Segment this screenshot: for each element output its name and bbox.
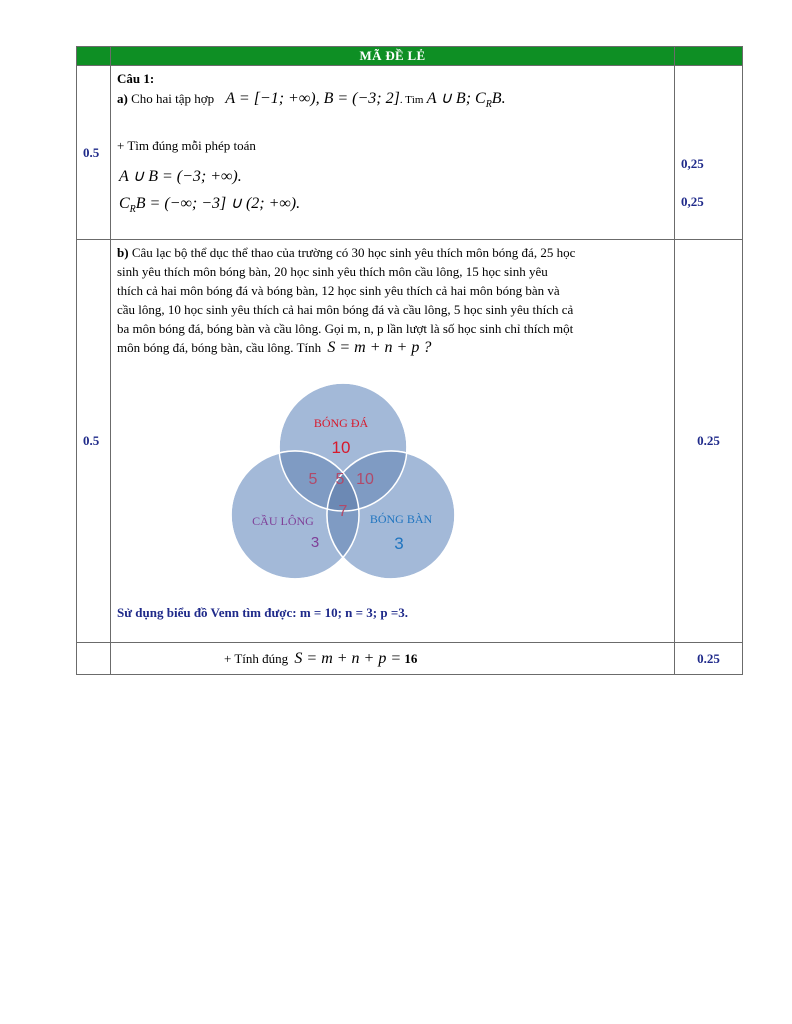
part-a-content	[111, 66, 675, 240]
venn-svg	[117, 381, 669, 603]
final-right-cell	[675, 643, 743, 675]
part-a-result-1: A ∪ B = (−3; +∞).	[119, 168, 242, 186]
part-a-right-cell	[675, 66, 743, 240]
value-only-cau-long: 3	[310, 534, 320, 551]
part-a-target-end: B.	[491, 90, 506, 107]
part-b-last-prefix: môn bóng đá, bóng bàn, cầu lông. Tính	[117, 340, 322, 355]
header-title: MÃ ĐỀ LẺ	[111, 47, 675, 66]
venn-diagram	[117, 381, 668, 603]
final-formula: S = m + n + p =	[294, 650, 402, 667]
part-a-find: . Tìm	[399, 94, 424, 106]
final-row	[77, 643, 743, 675]
part-a-result-2	[119, 194, 668, 219]
part-a-prompt-prefix: Cho hai tập hợp	[131, 91, 215, 106]
part-a-target	[426, 90, 506, 111]
value-center: 5	[335, 471, 345, 488]
part-b-text-1: Câu lạc bộ thể dục thể thao của trường có 30 học sinh yêu thích môn bóng đá, 25 học	[131, 245, 576, 260]
part-b-right-cell	[675, 240, 743, 643]
part-b-row	[77, 240, 743, 643]
part-a-score-left: 0.5	[83, 144, 100, 160]
value-only-bong-da: 10	[331, 438, 351, 457]
value-cau-long-bong-ban: 7	[338, 503, 348, 520]
header-right-cell	[675, 47, 743, 66]
final-score: 0.25	[697, 650, 720, 666]
venn-conclusion: Sử dụng biểu đồ Venn tìm được: m = 10; n = 3; p =3.	[117, 605, 409, 620]
final-answer: 16	[404, 651, 418, 666]
header-left-cell	[77, 47, 111, 66]
question-label: Câu 1:	[117, 71, 155, 86]
final-prefix: + Tính đúng	[224, 651, 289, 666]
part-a-score-1: 0,25	[681, 156, 704, 171]
part-a-score-cell	[77, 66, 111, 240]
value-only-bong-ban: 3	[394, 534, 404, 553]
header-row	[77, 47, 743, 66]
part-a-target-sub: R	[485, 99, 492, 111]
part-a-row	[77, 66, 743, 240]
label-bong-da: BÓNG ĐÁ	[313, 416, 369, 430]
value-bong-da-bong-ban: 10	[356, 471, 374, 488]
part-b-line-3: thích cả hai môn bóng đá và bóng bàn, 12 học sinh yêu thích cả hai môn bóng bàn và	[117, 283, 560, 298]
final-line	[111, 649, 674, 668]
result-2-rest: B = (−∞; −3] ∪ (2; +∞).	[135, 195, 301, 213]
label-cau-long: CẦU LÔNG	[252, 514, 314, 528]
final-left-cell	[77, 643, 111, 675]
part-b-line-2: sinh yêu thích môn bóng bàn, 20 học sinh yêu thích môn cầu lông, 15 học sinh yêu	[117, 264, 548, 279]
part-b-score-right: 0.25	[697, 433, 720, 448]
part-b-line-1	[117, 243, 668, 262]
part-a-hint: + Tìm đúng mỗi phép toán	[117, 138, 256, 154]
result-2-sub: R	[129, 204, 136, 216]
part-b-last-formula: S = m + n + p ?	[327, 339, 432, 356]
part-b-line-4: cầu lông, 10 học sinh yêu thích cả hai môn bóng đá và cầu lông, 5 học sinh yêu thích cả	[117, 302, 574, 317]
part-b-label: b)	[117, 245, 129, 260]
label-bong-ban: BÓNG BÀN	[369, 512, 433, 526]
part-b-score-cell	[77, 240, 111, 643]
final-content	[111, 643, 675, 675]
part-b-content	[111, 240, 675, 643]
part-b-line-5: ba môn bóng đá, bóng bàn và cầu lông. Gọi m, n, p lần lượt là số học sinh chỉ thích một	[117, 321, 574, 336]
part-a-label: a)	[117, 91, 128, 106]
part-a-prompt	[117, 89, 668, 114]
part-a-sets: A = [−1; +∞), B = (−3; 2]	[225, 90, 400, 107]
part-a-target-main: A ∪ B; C	[426, 90, 486, 107]
result-2-prefix: C	[119, 195, 130, 213]
grading-table	[76, 46, 743, 675]
part-b-line-6	[117, 338, 668, 357]
part-b-score-left: 0.5	[83, 433, 100, 448]
value-bong-da-cau-long: 5	[308, 471, 318, 488]
answer-sheet	[76, 46, 743, 675]
part-a-score-2: 0,25	[681, 194, 704, 209]
